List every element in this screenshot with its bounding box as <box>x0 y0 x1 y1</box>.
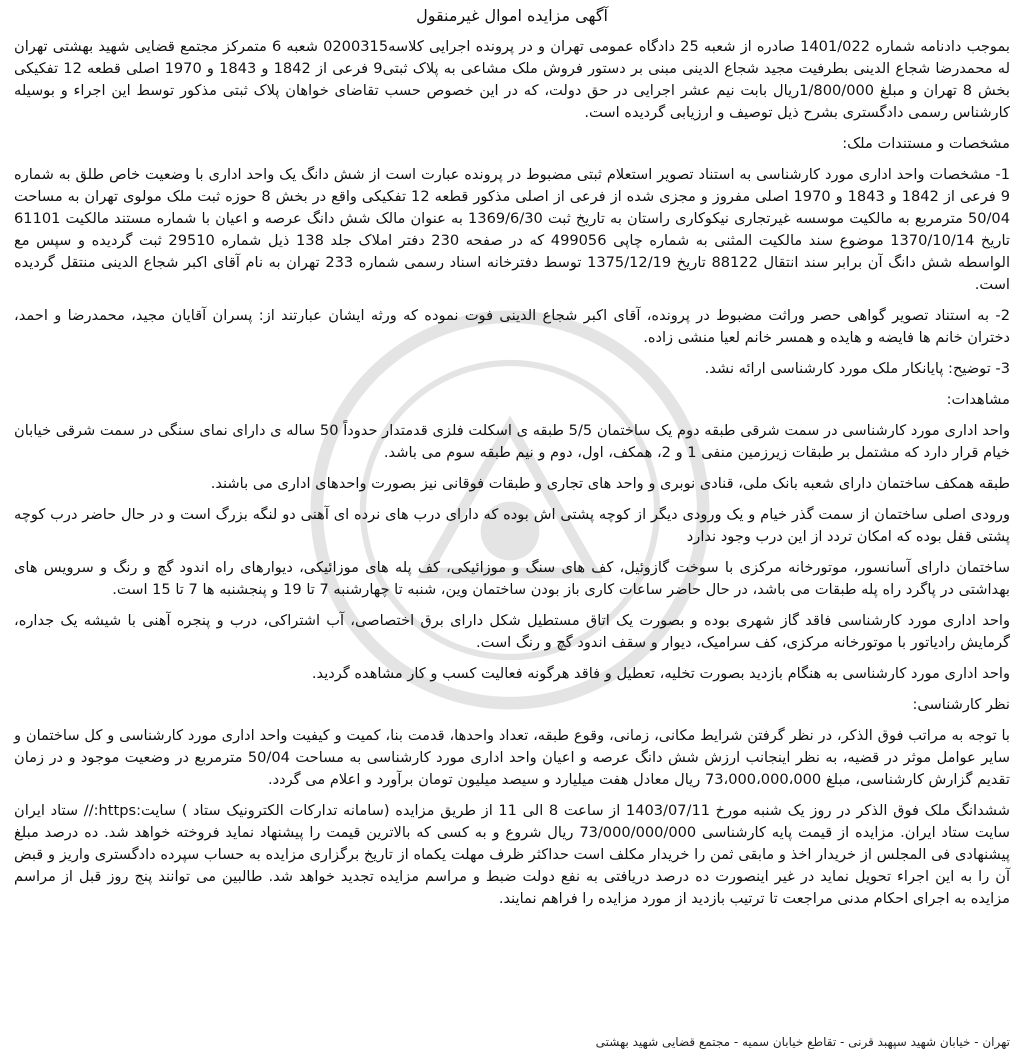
property-spec-item-3: 3- توضیح: پایانکار ملک مورد کارشناسی ارائه نشد. <box>704 360 1010 377</box>
expert-opinion-paragraph: با توجه به مراتب فوق الذکر، در نظر گرفتن شرایط مکانی، زمانی، وقوع طبقه، تعداد واحدها، قدمت بنا، کمیت و کیفیت واحد اداری مورد کارشناسی و کل ساختمان و سایر عوامل موثر در قضیه، به نظر اینجانب ارزش شش دانگ عرصه و اعیان واحد اداری مورد کارشناسی به مساحت 50/04 مترمربع در وضعیت موجود و در زمان تقدیم گزارش کارشناسی، مبلغ 73،000،000،000 ریال معادل هفت میلیارد و سیصد میلیون تومان برآورد و اعلام می گردد. <box>14 727 1010 788</box>
footer-address: تهران - خیابان شهید سپهبد قرنی - تقاطع خیابان سمیه - مجتمع قضایی شهید بهشتی <box>595 1035 1010 1049</box>
observation-paragraph-1: واحد اداری مورد کارشناسی در سمت شرقی طبقه دوم یک ساختمان 5/5 طبقه ی اسکلت فلزی قدمتدار حدوداً 50 ساله ی دارای نمای سنگی در سمت شرقی خیابان خیام قرار دارد که مشتمل بر طبقات زیرزمین منفی 1 و 2، همکف، اول، دوم و نیم طبقه سوم می باشد. <box>14 422 1010 461</box>
observation-paragraph-3: ورودی اصلی ساختمان از سمت گذر خیام و یک ورودی دیگر از کوچه پشتی اش بوده که دارای درب های نرده ای آهنی دو لنگه بزرگ است و در حال حاضر درب کوچه پشتی قفل بوده که امکان تردد از این درب وجود ندارد <box>14 506 1010 545</box>
property-specs-heading: مشخصات و مستندات ملک: <box>842 135 1010 152</box>
observation-paragraph-5: واحد اداری مورد کارشناسی فاقد گاز شهری بوده و بصورت یک اتاق مستطیل شکل دارای برق اختصاصی، آب اشتراکی، درب و پنجره آهنی با شیشه یک جداره، گرمایش رادیاتور با موتورخانه مرکزی، کف سرامیک، دیوار و سقف اندود گچ و رنگ است. <box>14 612 1010 651</box>
observation-paragraph-6: واحد اداری مورد کارشناسی به هنگام بازدید بصورت تخلیه، تعطیل و فاقد هرگونه فعالیت کسب و کار مشاهده گردید. <box>311 665 1010 682</box>
observation-paragraph-4: ساختمان دارای آسانسور، موتورخانه مرکزی با سوخت گازوئیل، کف های سنگ و موزائیکی، کف پله های موزائیکی، دیوارهای راه اندود گچ و رنگ و سرویس های بهداشتی در پاگرد راه پله طبقات می باشد، در حال حاضر ساعات کاری باز بودن ساختمان وین، شنبه تا چهارشنبه 7 تا 19 و پنجشنبه ها 7 تا 15 است. <box>14 559 1010 598</box>
auction-terms-paragraph: ششدانگ ملک فوق الذکر در روز یک شنبه مورخ 1403/07/11 از ساعت 8 الی 11 از طریق مزایده (سامانه تدارکات الکترونیک ستاد ) سایت:https:// ستاد ایران سایت ستاد ایران. مزایده از قیمت پایه کارشناسی 73/000/000/000 ریال شروع و به کسی که بالاترین قیمت را پیشنهاد نماید فروخته خواهد شد. ده درصد مبلغ پیشنهادی فی المجلس از خریدار اخذ و مابقی ثمن را خریدار مکلف است حداکثر ظرف مهلت یکماه از تاریخ برگزاری مزایده به حساب سپرده دادگستری واریز و قبض آن را به این اجراء تحویل نماید در غیر اینصورت ده درصد دریافتی به نفع دولت ضبط و مراسم مزایده تجدید خواهد شد. طالبین می توانند پنج روز قبل از مراسم مزایده به اجرای احکام مدنی مراجعت تا ترتیب بازدید از مورد مزایده را فراهم نمایند. <box>14 802 1011 907</box>
expert-opinion-heading: نظر کارشناسی: <box>912 696 1010 713</box>
observations-heading: مشاهدات: <box>946 391 1010 408</box>
notice-title: آگهی مزایده اموال غیرمنقول <box>416 6 608 25</box>
intro-paragraph: بموجب دادنامه شماره 1401/022 صادره از شعبه 25 دادگاه عمومی تهران و در پرونده اجرایی کلاسه0200315 شعبه 6 متمرکز مجتمع قضایی شهید بهشتی تهران له محمدرضا شجاع الدینی بطرفیت مجید شجاع الدینی مبنی بر دستور فروش ملک مشاعی به پلاک ثبتی9 فرعی از 1842 و 1843 و 1970 اصلی قطعه 12 تفکیکی بخش 8 تهران و مبلغ 1/800/000ریال بابت نیم عشر اجرایی در حق دولت، که در این خصوص حسب تقاضای خواهان پلاک ثبتی مذکور توسط این اجراء و بوسیله کارشناس رسمی دادگستری بشرح ذیل توصیف و ارزیابی گردیده است. <box>14 38 1011 121</box>
property-spec-item-1: 1- مشخصات واحد اداری مورد کارشناسی به استناد تصویر استعلام ثبتی مضبوط در پرونده عبارت است از شش دانگ یک واحد اداری با وضعیت خاص طلق به شماره 9 فرعی از 1842 و 1843 و 1970 اصلی مفروز و مجزی شده از فرعی از اصلی مذکور قطعه 12 تفکیکی واقع در بخش 8 حوزه ثبت ملک مولوی تهران به مساحت 50/04 مترمربع به مالکیت موسسه غیرتجاری نیکوکاری راستان به تاریخ ثبت 1369/6/30 به عنوان مالک شش دانگ عرصه و اعیان با شماره مستند مالکیت 61101 تاریخ 1370/10/14 موضوع سند مالکیت المثنی به شماره چاپی 499056 که در صفحه 230 دفتر املاک جلد 138 ذیل شماره 29510 ثبت گردیده و سپس مع الواسطه شش دانگ آن برابر سند انتقال 88122 تاریخ 1375/12/19 توسط دفترخانه اسناد رسمی شماره 233 تهران به نام آقای اکبر شجاع الدینی منتقل گردیده است. <box>14 166 1011 293</box>
observation-paragraph-2: طبقه همکف ساختمان دارای شعبه بانک ملی، قنادی نوبری و واحد های تجاری و طبقات فوقانی نیز بصورت واحدهای اداری می باشند. <box>210 475 1010 492</box>
property-spec-item-2: 2- به استناد تصویر گواهی حصر وراثت مضبوط در پرونده، آقای اکبر شجاع الدینی فوت نموده که ورثه ایشان عبارتند از: پسران آقایان مجید، محمدرضا و احمد، دختران خانم ها فایضه و هایده و همسر خانم لعیا منشی زاده. <box>14 307 1010 346</box>
